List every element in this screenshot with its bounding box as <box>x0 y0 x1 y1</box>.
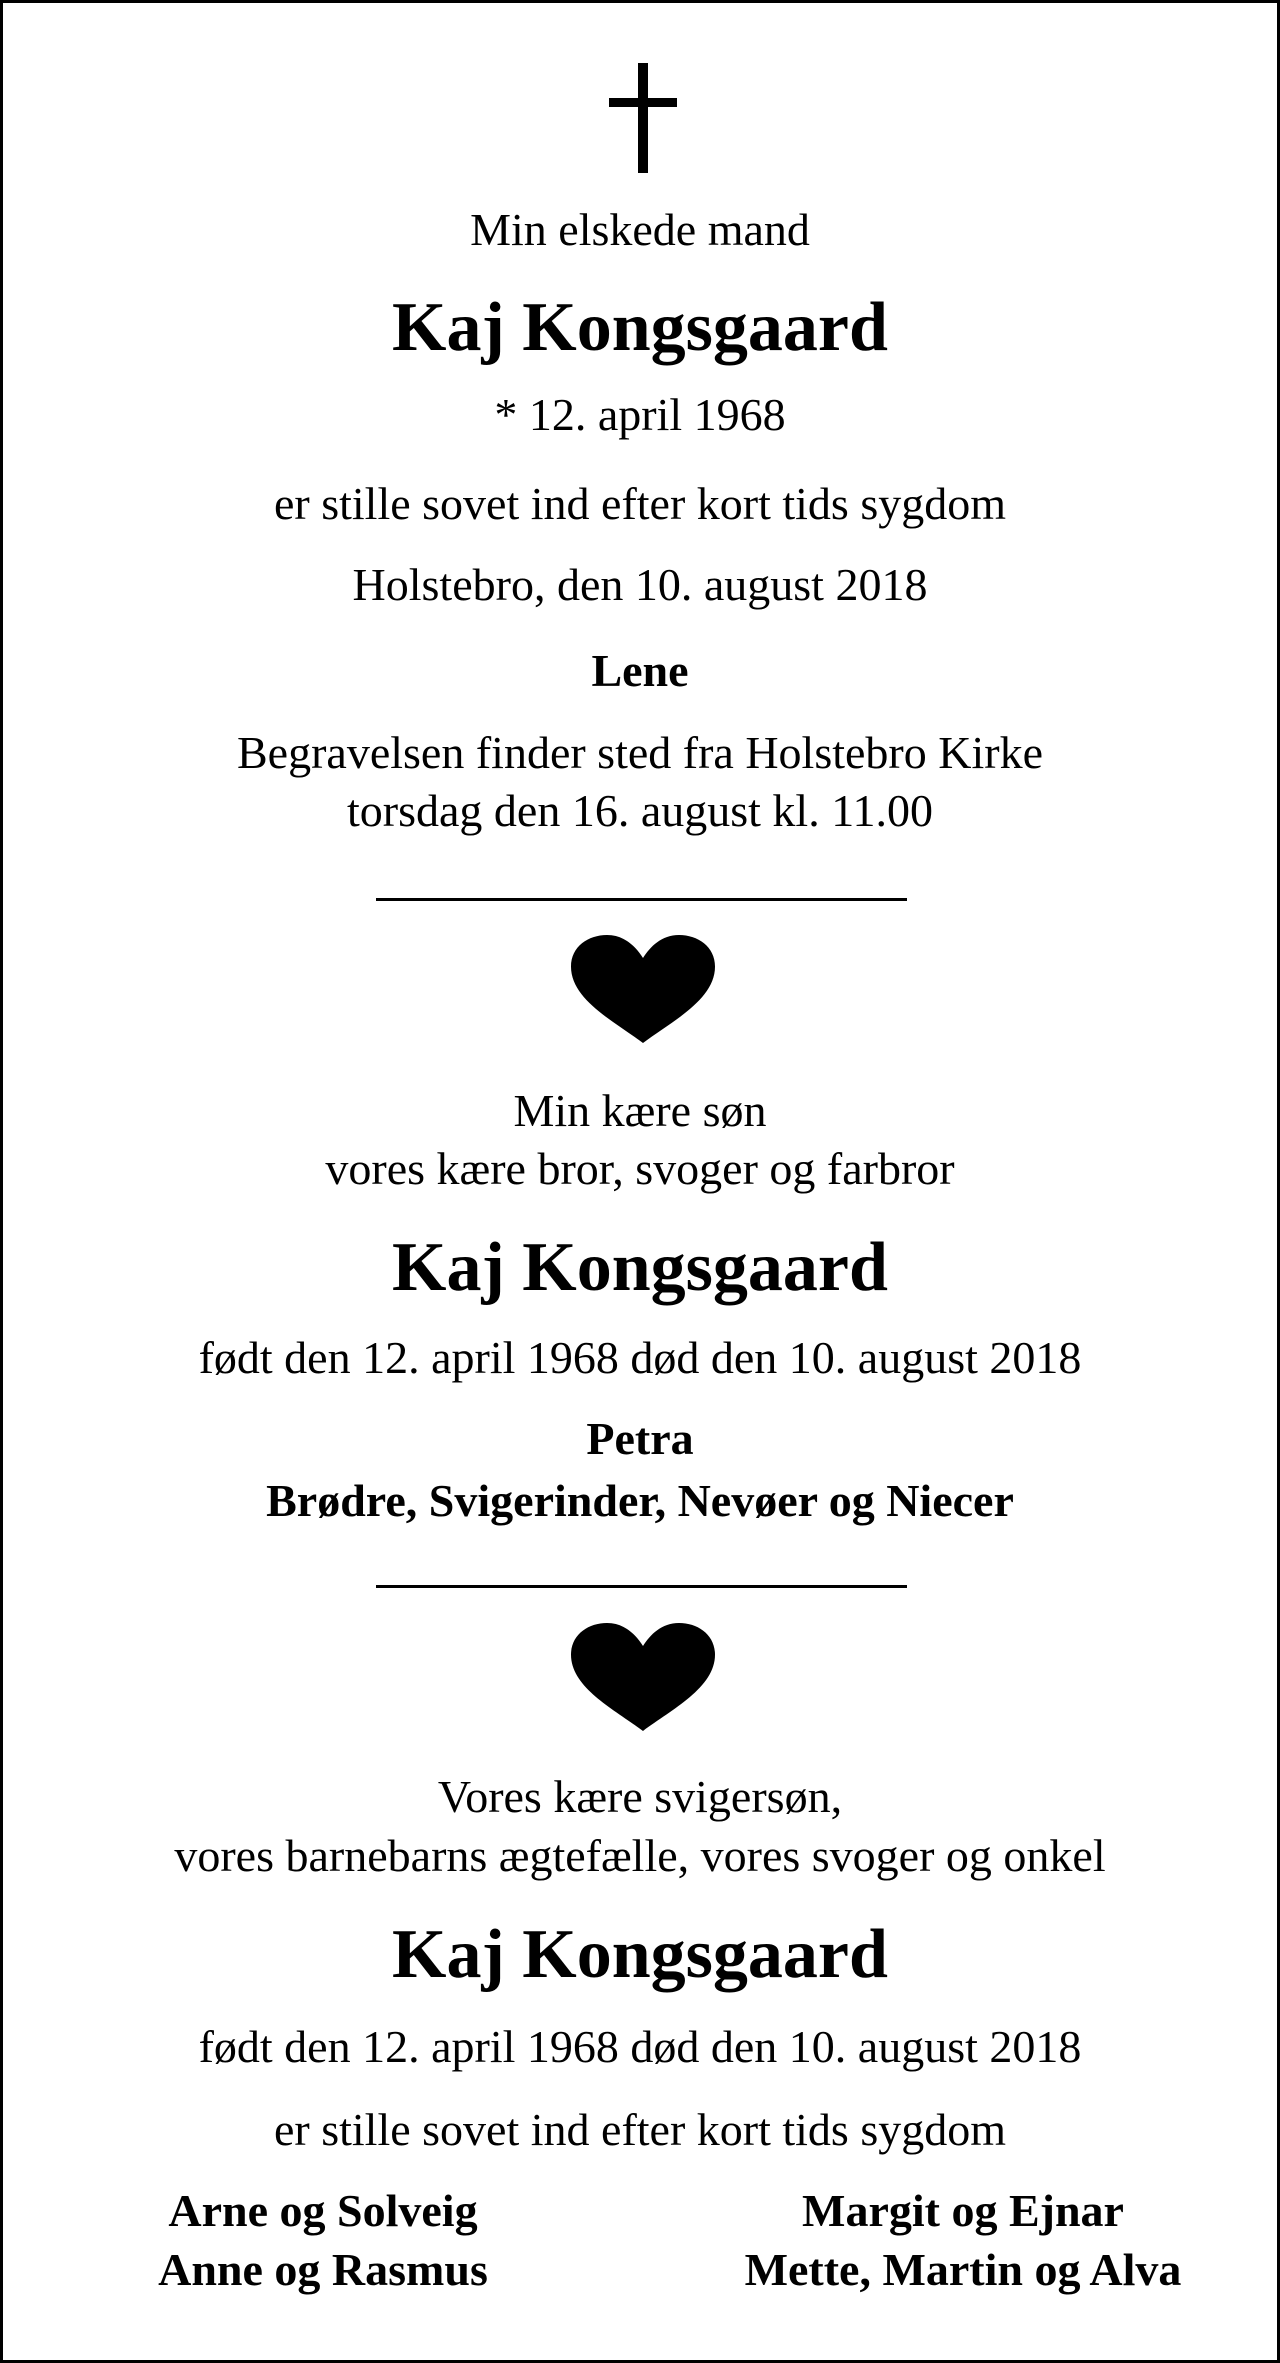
divider-rule <box>376 898 907 901</box>
notice1-signature: Lene <box>591 645 689 696</box>
notice3-intro-line2: vores barnebarns ægtefælle, vores svoger og onkel <box>174 1830 1106 1881</box>
notice2-name: Kaj Kongsgaard <box>392 1229 888 1306</box>
notice1-birth: * 12. april 1968 <box>494 389 786 440</box>
notice1-funeral-line1: Begravelsen finder sted fra Holstebro Kirke <box>237 727 1043 778</box>
notice2-signature-line1: Petra <box>586 1413 694 1464</box>
notice2-signature-line2: Brødre, Svigerinder, Nevøer og Niecer <box>266 1475 1014 1526</box>
notice2-intro-line1: Min kære søn <box>513 1085 767 1136</box>
notice1-intro: Min elskede mand <box>470 204 810 255</box>
signature-left-2: Anne og Rasmus <box>158 2244 488 2295</box>
divider-rule <box>376 1585 907 1588</box>
notice1-funeral-line2: torsdag den 16. august kl. 11.00 <box>346 785 933 836</box>
notice3-statement: er stille sovet ind efter kort tids sygdom <box>273 2104 1007 2155</box>
signature-right-2: Mette, Martin og Alva <box>744 2244 1182 2295</box>
signature-right-1: Margit og Ejnar <box>802 2185 1124 2236</box>
heart-icon <box>571 1623 715 1731</box>
notice1-statement: er stille sovet ind efter kort tids sygdom <box>273 478 1007 529</box>
notice3-name: Kaj Kongsgaard <box>392 1916 888 1993</box>
notice1-name: Kaj Kongsgaard <box>392 289 888 366</box>
notice3-intro-line1: Vores kære svigersøn, <box>437 1771 843 1822</box>
notice2-dates: født den 12. april 1968 død den 10. august 2018 <box>198 1332 1082 1383</box>
heart-icon <box>571 935 715 1043</box>
notice1-place-date: Holstebro, den 10. august 2018 <box>352 559 928 610</box>
notice3-dates: født den 12. april 1968 død den 10. august 2018 <box>198 2021 1082 2072</box>
signature-left-1: Arne og Solveig <box>168 2185 478 2236</box>
notice2-intro-line2: vores kære bror, svoger og farbror <box>325 1143 955 1194</box>
